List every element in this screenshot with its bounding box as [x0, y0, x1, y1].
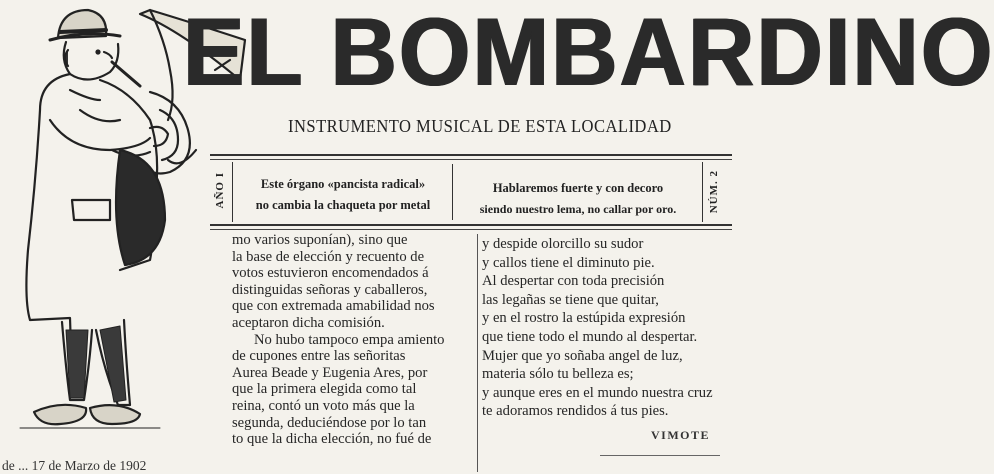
text-line: de cupones entre las señoritas [232, 348, 406, 365]
year-label: AÑO I [214, 172, 226, 209]
motto-left-line-2: no cambia la chaqueta por metal [255, 198, 431, 212]
band-bottom-rule-2 [210, 229, 732, 230]
signature-rule [600, 455, 720, 456]
column-divider [477, 234, 478, 472]
motto-right-line-1: Hablaremos fuerte y con decoro [492, 181, 664, 195]
verse-line: Mujer que yo soñaba angel de luz, [482, 347, 683, 364]
text-line: que con extremada amabilidad nos [232, 298, 435, 315]
masthead-title: EL BOMBARDINO [183, 0, 994, 106]
text-line: mo varios suponían), sino que [232, 232, 408, 248]
verse-line: y en el rostro la estúpida expresión [482, 310, 686, 327]
footer-date: de ... 17 de Marzo de 1902 [2, 458, 147, 473]
text-line: la base de elección y recuento de [232, 248, 425, 265]
issue-label: NÚM. 2 [708, 170, 720, 214]
band-divider-center [452, 164, 453, 220]
text-line: to que la dicha elección, no fué de [232, 431, 432, 448]
text-line: reina, contó un voto más que la [232, 397, 415, 414]
article-left-column [232, 232, 472, 448]
poem-right-column [482, 236, 742, 420]
band-bottom-rule [210, 224, 732, 226]
verse-line: Al despertar con toda precisión [482, 273, 665, 290]
band-divider-left [232, 162, 233, 222]
text-line: No hubo tampoco empa amiento [254, 331, 445, 348]
text-line: distinguidas señoras y caballeros, [232, 281, 428, 298]
verse-line: materia sólo tu belleza es; [482, 366, 634, 383]
author-signature: VIMOTE [651, 428, 711, 442]
motto-left-line-1: Este órgano «pancista radical» [260, 177, 426, 191]
verse-line: que tiene todo el mundo al despertar. [482, 328, 698, 345]
band-top-rule-2 [210, 159, 732, 160]
text-line: segunda, deduciéndose por lo tan [232, 414, 427, 431]
text-line: votos estuvieron encomendados á [232, 265, 429, 282]
verse-line: y despide olorcillo su sudor [482, 236, 644, 252]
masthead-subtitle: INSTRUMENTO MUSICAL DE ESTA LOCALIDAD [288, 116, 672, 136]
band-divider-right [702, 162, 703, 222]
verse-line: y aunque eres en el mundo nuestra cruz [482, 384, 713, 401]
text-line: Aurea Beade y Eugenia Ares, por [232, 364, 428, 381]
text-line: aceptaron dicha comisión. [232, 314, 385, 331]
verse-line: te adoramos rendidos á tus pies. [482, 403, 669, 420]
verse-line: y callos tiene el diminuto pie. [482, 254, 655, 271]
band-top-rule [210, 154, 732, 156]
text-line: que la primera elegida como tal [232, 381, 417, 398]
verse-line: las legañas se tiene que quitar, [482, 291, 659, 308]
motto-right-line-2: siendo nuestro lema, no callar por oro. [479, 202, 677, 216]
